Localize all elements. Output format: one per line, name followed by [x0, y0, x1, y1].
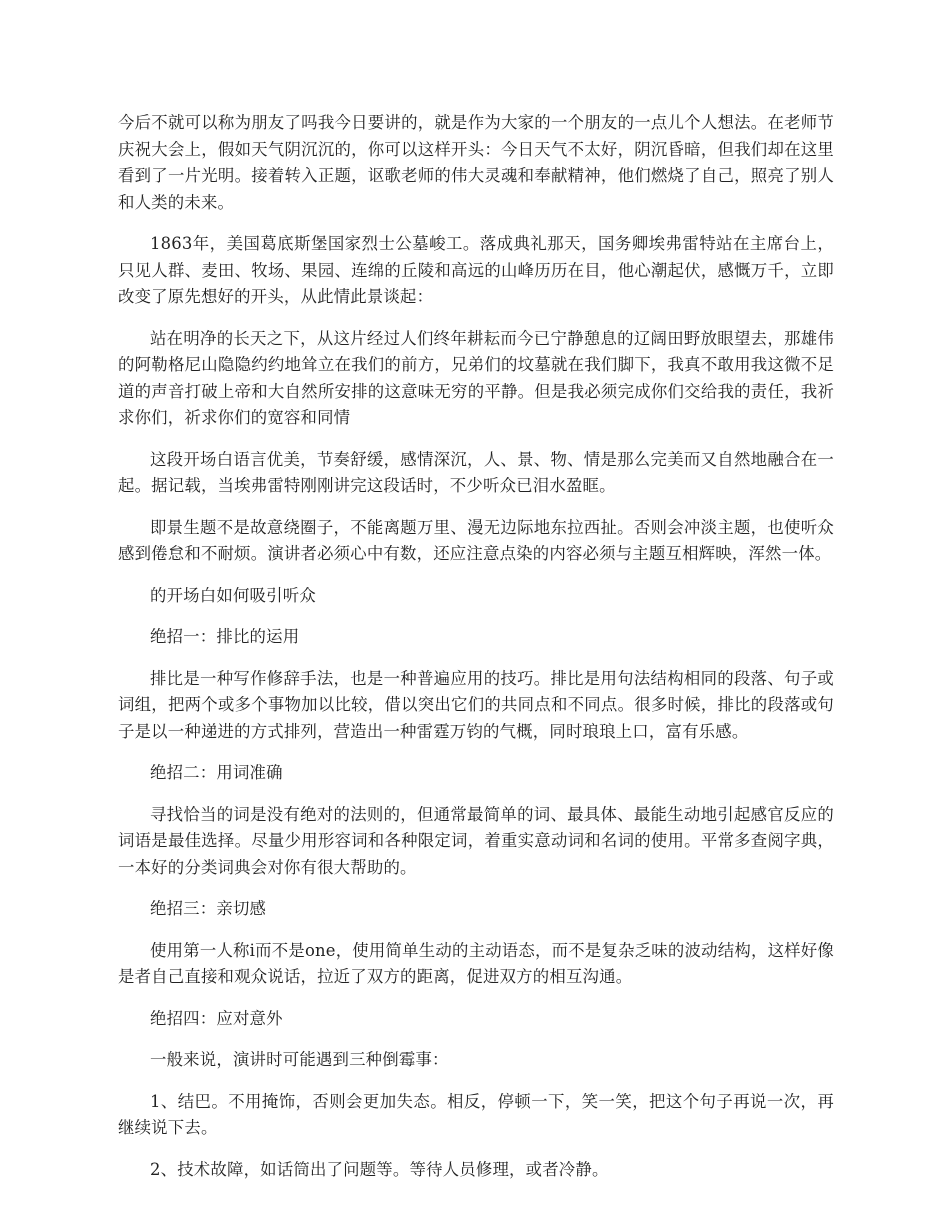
paragraph-first-person: 使用第一人称i而不是one，使用简单生动的主动语态，而不是复杂乏味的波动结构，这样好像是者自己直接和观众说话，拉近了双方的距离，促进双方的相互沟通。 [118, 940, 834, 986]
paragraph-everett-quote: 站在明净的长天之下，从这片经过人们终年耕耘而今已宁静憩息的辽阔田野放眼望去，那雄伟的阿勒格尼山隐隐约约地耸立在我们的前方，兄弟们的坟墓就在我们脚下，我真不敢用我这微不足道的声音打破上帝和大自然所安排的这意味无穷的平静。但是我必须完成你们交给我的责任，我祈求你们，祈求你们的宽容和同情 [118, 328, 834, 427]
tip-heading-4: 绝招四：应对意外 [150, 1008, 283, 1028]
paragraph-mishaps-intro: 一般来说，演讲时可能遇到三种倒霉事： [150, 1050, 449, 1069]
tip-heading-3: 绝招三：亲切感 [150, 899, 267, 918]
tip-heading-2: 绝招二：用词准确 [150, 763, 283, 782]
document-page [118, 110, 834, 1198]
paragraph-topic-advice: 即景生题不是故意绕圈子，不能离题万里、漫无边际地东拉西扯。否则会冲淡主题，也使听众感到倦怠和不耐烦。演讲者必须心中有数，还应注意点染的内容必须与主题互相辉映，浑然一体。 [118, 517, 834, 563]
paragraph-gettysburg-story: 1863年，美国葛底斯堡国家烈士公墓峻工。落成典礼那天，国务卿埃弗雷特站在主席台上，只见人群、麦田、牧场、果园、连绵的丘陵和高远的山峰历历在目，他心潮起伏，感慨万千，立即改变了原先想好的开头，从此情此景谈起： [118, 234, 834, 306]
list-item-stutter: 1、结巴。不用掩饰，否则会更加失态。相反，停顿一下，笑一笑，把这个句子再说一次，再继续说下去。 [118, 1091, 834, 1137]
paragraph-parallelism: 排比是一种写作修辞手法，也是一种普遍应用的技巧。排比是用句法结构相同的段落、句子或词组，把两个或多个事物加以比较，借以突出它们的共同点和不同点。很多时候，排比的段落或句子是以一种递进的方式排列，营造出一种雷霆万钧的气概，同时琅琅上口，富有乐感。 [118, 668, 834, 741]
paragraph-intro-continuation: 今后不就可以称为朋友了吗我今日要讲的，就是作为大家的一个朋友的一点儿个人想法。在老师节庆祝大会上，假如天气阴沉沉的，你可以这样开头：今日天气不太好，阴沉昏暗，但我们却在这里看到了一片光明。接着转入正题，讴歌老师的伟大灵魂和奉献精神，他们燃烧了自己，照亮了别人和人类的未来。 [118, 113, 834, 212]
section-heading-attract-audience: 的开场白如何吸引听众 [150, 585, 316, 605]
paragraph-opening-commentary: 这段开场白语言优美，节奏舒缓，感情深沉，人、景、物、情是那么完美而又自然地融合在一起。据记载，当埃弗雷特刚刚讲完这段话时，不少听众已泪水盈眶。 [118, 449, 834, 495]
paragraph-word-choice: 寻找恰当的词是没有绝对的法则的，但通常最简单的词、最具体、最能生动地引起感官反应的词语是最佳选择。尽量少用形容词和各种限定词，着重实意动词和名词的使用。平常多查阅字典，一本好的分类词典会对你有很大帮助的。 [118, 804, 834, 877]
list-item-technical-failure: 2、技术故障，如话筒出了问题等。等待人员修理，或者冷静。 [150, 1159, 609, 1179]
tip-heading-1: 绝招一：排比的运用 [150, 627, 300, 646]
